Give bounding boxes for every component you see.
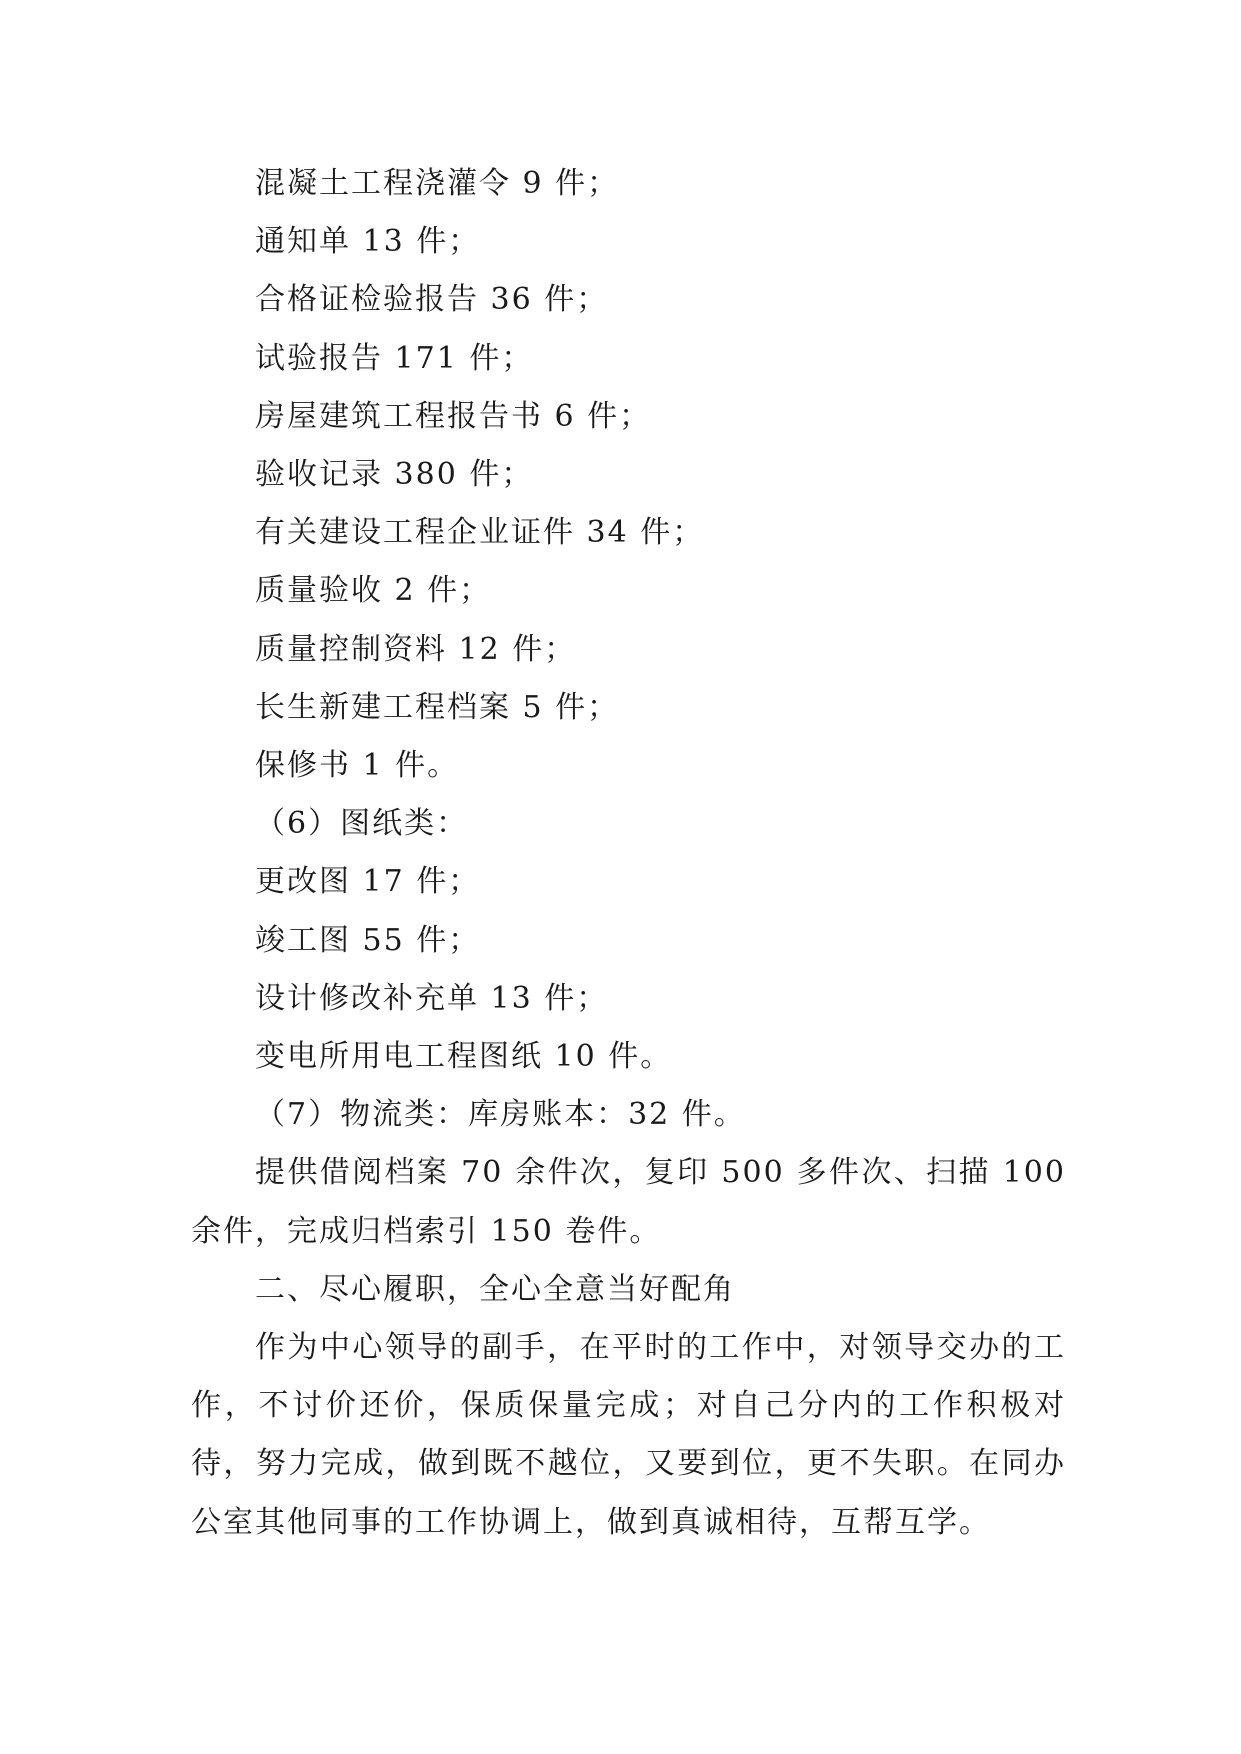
list-item: 竣工图 55 件； <box>255 922 481 958</box>
list-item: 保修书 1 件。 <box>255 748 460 784</box>
paragraph-role-description: 作为中心领导的副手，在平时的工作中，对领导交办的工作，不讨价还价，保质保量完成；对自己分内的工作积极对待，努力完成，做到既不越位，又要到位，更不失职。在同办公室其他同事的工作协调上，做到真诚相待，互帮互学。 <box>191 1330 1066 1540</box>
list-item: 有关建设工程企业证件 34 件； <box>255 515 705 551</box>
list-item: 房屋建筑工程报告书 6 件； <box>255 398 652 434</box>
list-item: 试验报告 171 件； <box>255 340 534 376</box>
document-body <box>191 155 1066 1552</box>
section-subheading-logistics: （7）物流类：库房账本：32 件。 <box>255 1097 746 1133</box>
section-subheading-drawings: （6）图纸类： <box>255 806 469 842</box>
list-item: 设计修改补充单 13 件； <box>255 980 609 1016</box>
section-heading: 二、尽心履职，全心全意当好配角 <box>255 1271 735 1307</box>
list-item: 长生新建工程档案 5 件； <box>255 689 620 725</box>
list-item: 变电所用电工程图纸 10 件。 <box>255 1039 673 1075</box>
paragraph-borrowing-summary: 提供借阅档案 70 余件次，复印 500 多件次、扫描 100 余件，完成归档索引 150 卷件。 <box>191 1155 1066 1249</box>
list-item: 通知单 13 件； <box>255 224 481 260</box>
list-item: 合格证检验报告 36 件； <box>255 282 609 318</box>
list-item: 质量验收 2 件； <box>255 573 492 609</box>
list-item: 验收记录 380 件； <box>255 457 534 493</box>
list-item: 混凝土工程浇灌令 9 件； <box>255 166 620 201</box>
list-item: 质量控制资料 12 件； <box>255 631 577 667</box>
list-item: 更改图 17 件； <box>255 864 481 900</box>
